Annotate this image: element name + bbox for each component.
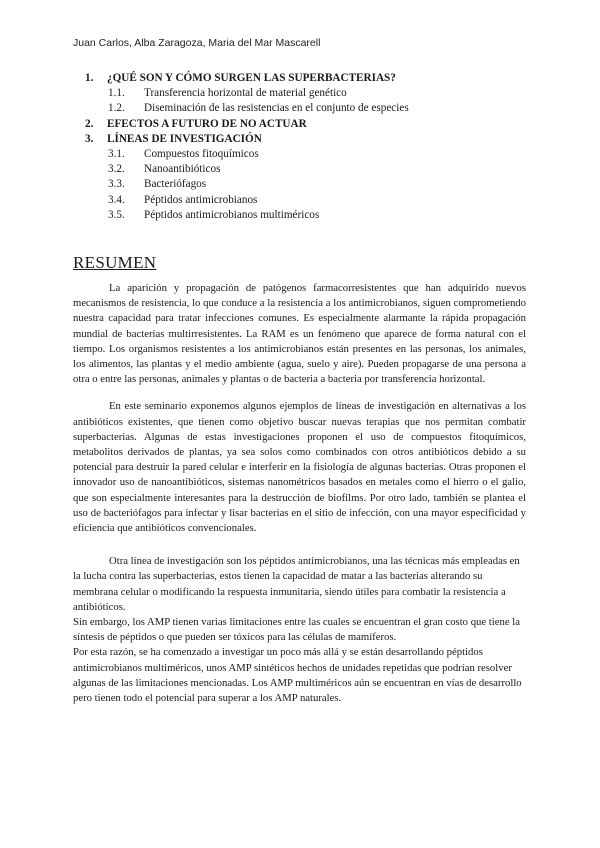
toc-item-number: 3.5. [108,208,125,221]
toc-item-number: 2. [85,117,94,130]
summary-body [73,281,526,706]
toc-item [73,101,533,116]
toc-item [73,208,533,223]
summary-paragraph: La aparición y propagación de patógenos farmacorresistentes que han adquirido nuevos mecanismos de resistencia, lo que conduce a la resistencia a los antimicrobianos, siguen comprometiendo nuestra capacidad para tratar infecciones comunes. Es especialmente alarmante la rápida propagación mundial de bacterias multirresistentes. La RAM es un fenómeno que aparece de forma natural con el tiempo. Los organismos resistentes a los antimicrobianos están presentes en las personas, los animales, los alimentos, las plantas y el medio ambiente (agua, suelo y aire). Pueden propagarse de una persona a otra o entre las personas, animales y plantas o de bacteria a bacteria por transferencia horizontal. [73,282,526,386]
toc-item-number: 1.1. [108,87,125,100]
toc-item-title: ¿QUÉ SON Y CÓMO SURGEN LAS SUPERBACTERIAS? [107,72,396,84]
toc-item-title: Péptidos antimicrobianos [144,193,258,206]
toc-item [73,117,533,132]
toc-item [73,162,533,177]
toc-item-title: Transferencia horizontal de material genético [144,87,347,100]
toc-item-number: 1. [85,72,94,84]
summary-paragraph: Por esta razón, se ha comenzado a investigar un poco más allá y se están desarrollando péptidos antimicrobianos multiméricos, unos AMP sintéticos hechos de unidades repetidas que podrían resolver algunas de las limitaciones mencionadas. Los AMP multiméricos aún se encuentran en vías de desarrollo pero tienen todo el potencial para superar a los AMP naturales. [73,646,522,705]
toc-item-number: 1.2. [108,102,125,115]
toc-item [73,177,533,192]
toc-item-number: 3. [85,132,94,145]
summary-paragraph: Sin embargo, los AMP tienen varias limitaciones entre las cuales se encuentran el gran costo que tiene la síntesis de péptidos o que pueden ser tóxicos para las células de mamíferos. [73,616,520,644]
toc-item-title: EFECTOS A FUTURO DE NO ACTUAR [107,117,307,130]
toc-item [73,71,533,86]
toc-item-number: 3.4. [108,193,125,206]
toc-item-title: Péptidos antimicrobianos multiméricos [144,208,320,221]
toc-item-number: 3.1. [108,147,125,160]
toc-item [73,193,533,208]
toc-item-title: Bacteriófagos [144,178,207,191]
summary-paragraph: Otra línea de investigación son los péptidos antimicrobianos, una las técnicas más empleadas en la lucha contra las superbacterias, estos tienen la capacidad de matar a las bacterias alterando su membrana celular o modificando la respuesta inmunitaria, siendo útiles para combatir la resistencia a antibióticos. [73,555,520,613]
summary-paragraph: En este seminario exponemos algunos ejemplos de líneas de investigación en alternativas a los antibióticos existentes, que tienen como objetivo buscar nuevas terapias que nos permitan combatir superbacterias. Algunas de estas investigaciones proponen el uso de compuestos fitoquímicos, metabolitos derivados de plantas, ya sea solos como combinados con otros antibióticos debido a su potencial para destruir la pared celular e interferir en la fisiología de algunas bacterias. Otras proponen el innovador uso de nanoantibióticos, sistemas nanométricos basados en metales como el hierro o el galio, que son especialmente interesantes para la destrucción de biofilms. Por otro lado, también se plantea el uso de bacteriófagos para infectar y lisar bacterias en el sitio de infección, con una mayor especificidad y eficiencia que antibióticos convencionales. [73,400,526,535]
table-of-contents [73,71,533,223]
toc-item [73,86,533,101]
toc-item-title: Nanoantibióticos [144,163,221,176]
toc-item-title: LÍNEAS DE INVESTIGACIÓN [107,132,262,145]
page-header-authors: Juan Carlos, Alba Zaragoza, Maria del Mar Mascarell [73,37,321,49]
toc-item-number: 3.2. [108,163,125,176]
toc-item-number: 3.3. [108,178,125,191]
summary-heading: RESUMEN [73,253,157,272]
toc-item [73,132,533,147]
toc-item [73,147,533,162]
toc-item-title: Diseminación de las resistencias en el conjunto de especies [144,102,409,115]
toc-item-title: Compuestos fitoquímicos [144,147,259,160]
